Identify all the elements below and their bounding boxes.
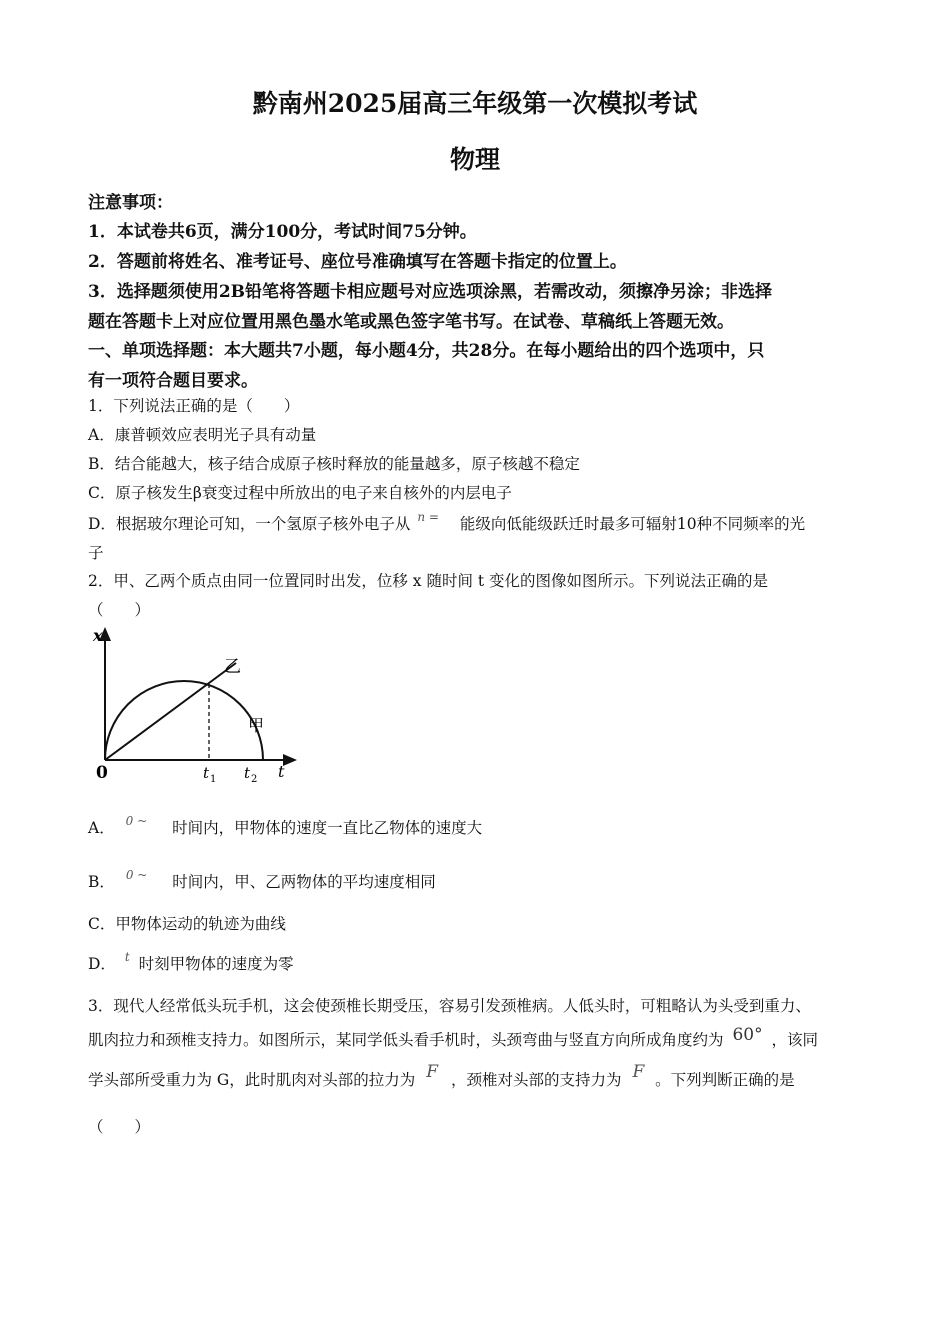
q3-paren: （ ） bbox=[88, 1118, 151, 1136]
q2-option-a-post: 时间内，甲物体的速度一直比乙物体的速度大 bbox=[172, 819, 483, 837]
q2-option-b-math: 0 ~ bbox=[125, 868, 148, 882]
q3-force-f2: F bbox=[632, 1062, 645, 1082]
q1-stem: 1．下列说法正确的是（ ） bbox=[88, 397, 300, 415]
q1-option-d-math: n = bbox=[417, 510, 439, 524]
q3-line-2-pre: 肌肉拉力和颈椎支持力。如图所示，某同学低头看手机时，头颈弯曲与竖直方向所成角度约为 bbox=[88, 1031, 724, 1049]
section-heading-cont: 有一项符合题目要求。 bbox=[88, 371, 258, 391]
q3-angle: 60° bbox=[732, 1025, 763, 1045]
line-yi-label: 乙 bbox=[224, 657, 241, 677]
q3-line-1: 3．现代人经常低头玩手机，这会使颈椎长期受压，容易引发颈椎病。人低头时，可粗略认为头受到重力、 bbox=[88, 997, 811, 1015]
q3-line-2-post: ，该同 bbox=[771, 1031, 819, 1049]
q2-paren: （ ） bbox=[88, 601, 151, 619]
q2-option-b bbox=[88, 870, 436, 892]
q2-option-d-math: t bbox=[124, 950, 130, 964]
section-heading: 一、单项选择题：本大题共7小题，每小题4分，共28分。在每小题给出的四个选项中，只 bbox=[88, 341, 765, 361]
q2-option-c: C．甲物体运动的轨迹为曲线 bbox=[88, 915, 286, 933]
notice-item-1: 1．本试卷共6页，满分100分，考试时间75分钟。 bbox=[88, 222, 477, 242]
y-axis-label: x bbox=[93, 626, 103, 645]
q2-option-d-pre: D． bbox=[88, 955, 116, 973]
curve-jia bbox=[105, 681, 263, 760]
q2-stem: 2．甲、乙两个质点由同一位置同时出发，位移 x 随时间 t 变化的图像如图所示。下列说法正确的是 bbox=[88, 572, 769, 590]
notice-item-3: 3．选择题须使用2B铅笔将答题卡相应题号对应选项涂黑，若需改动，须擦净另涂；非选择 bbox=[88, 282, 773, 302]
notice-item-2: 2．答题前将姓名、准考证号、座位号准确填写在答题卡指定的位置上。 bbox=[88, 252, 627, 272]
t1-label: t bbox=[203, 764, 210, 782]
origin-label: 0 bbox=[96, 763, 108, 783]
q3-force-f1: F bbox=[426, 1062, 439, 1082]
q1-option-d-cont: 子 bbox=[88, 544, 104, 562]
line-yi bbox=[105, 663, 236, 760]
q1-option-a: A．康普顿效应表明光子具有动量 bbox=[88, 426, 317, 444]
q2-xt-graph bbox=[88, 625, 303, 785]
q1-option-c: C．原子核发生β衰变过程中所放出的电子来自核外的内层电子 bbox=[88, 484, 512, 502]
q2-option-b-post: 时间内，甲、乙两物体的平均速度相同 bbox=[172, 873, 436, 891]
q2-option-a bbox=[88, 816, 482, 838]
curve-jia-label: 甲 bbox=[248, 716, 265, 735]
q3-line-3 bbox=[88, 1062, 795, 1090]
q1-option-d-pre: D．根据玻尔理论可知，一个氢原子核外电子从 bbox=[88, 515, 411, 533]
q1-option-b: B．结合能越大，核子结合成原子核时释放的能量越多，原子核越不稳定 bbox=[88, 455, 580, 473]
t1-sub: 1 bbox=[210, 774, 217, 785]
q1-option-d bbox=[88, 512, 805, 534]
q2-option-a-math: 0 ~ bbox=[125, 814, 148, 828]
q2-option-d bbox=[88, 952, 294, 974]
t2-sub: 2 bbox=[251, 774, 258, 785]
q2-option-d-post: 时刻甲物体的速度为零 bbox=[138, 955, 294, 973]
q2-option-b-pre: B． bbox=[88, 873, 115, 891]
subject-title: 物理 bbox=[449, 145, 500, 174]
q3-line-3-c: 。下列判断正确的是 bbox=[655, 1071, 795, 1089]
q1-option-d-post: 能级向低能级跃迁时最多可辐射10种不同频率的光 bbox=[459, 515, 806, 533]
x-axis-label: t bbox=[278, 762, 285, 781]
q3-line-3-a: 学头部所受重力为 G，此时肌肉对头部的拉力为 bbox=[88, 1071, 416, 1089]
t2-label: t bbox=[244, 764, 251, 782]
notice-item-3-cont: 题在答题卡上对应位置用黑色墨水笔或黑色签字笔书写。在试卷、草稿纸上答题无效。 bbox=[88, 312, 734, 332]
q3-line-2 bbox=[88, 1025, 819, 1050]
exam-title: 黔南州2025届高三年级第一次模拟考试 bbox=[252, 89, 698, 118]
q2-option-a-pre: A． bbox=[88, 819, 115, 837]
notice-heading: 注意事项： bbox=[88, 193, 173, 213]
q3-line-3-b: ，颈椎对头部的支持力为 bbox=[450, 1071, 622, 1089]
